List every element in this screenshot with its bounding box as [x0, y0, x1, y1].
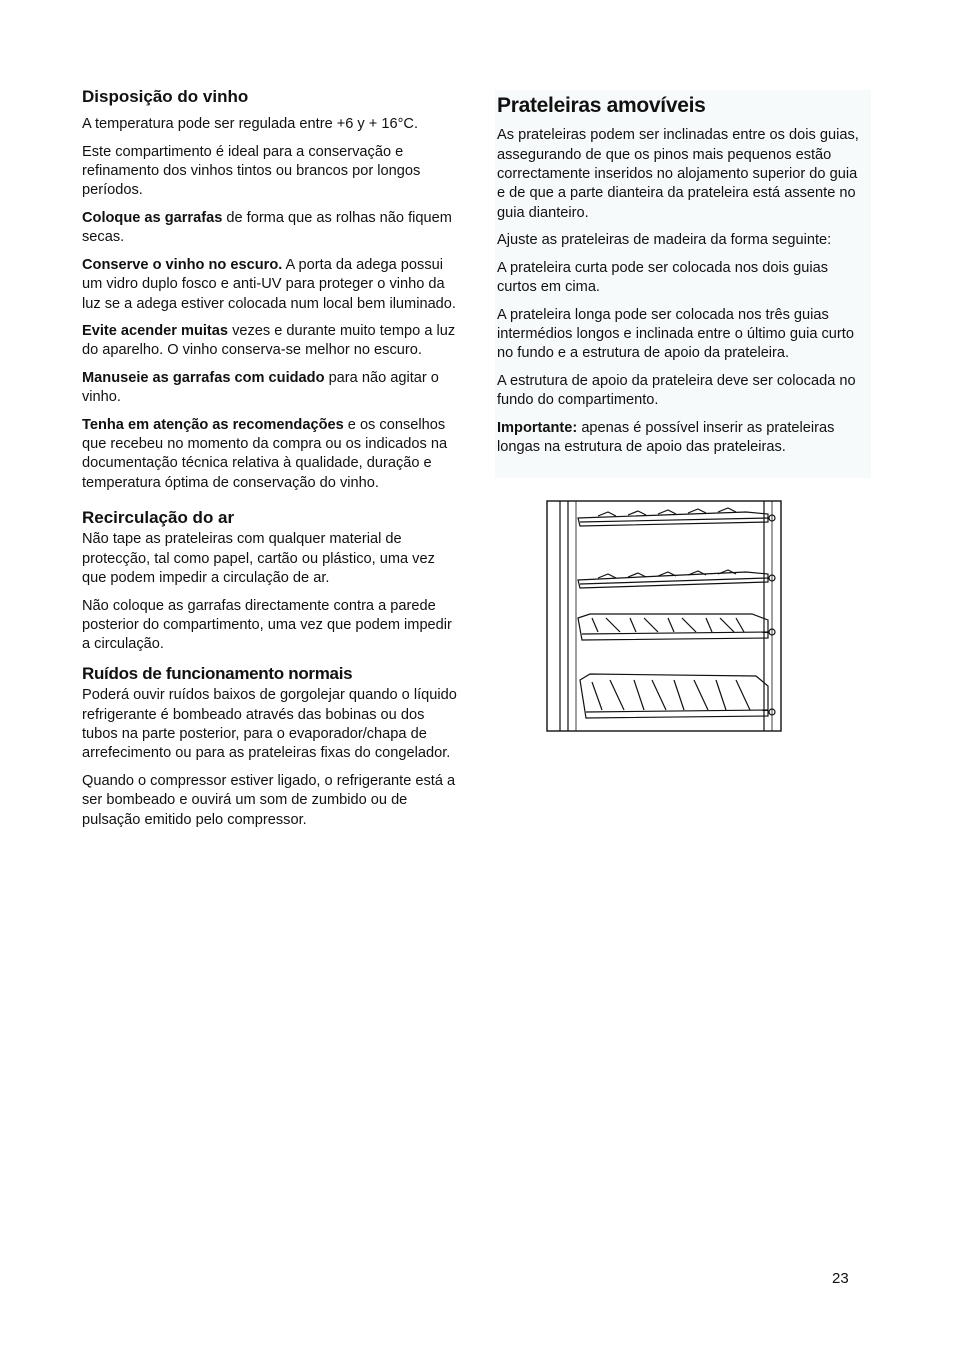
paragraph	[82, 416, 460, 494]
paragraph-text: de forma que as rolhas não fiquem secas.	[82, 209, 452, 246]
paragraph-text: vezes e durante muito tempo a luz do aparelho. O vinho conserva-se melhor no escuro.	[82, 322, 456, 359]
bold-lead: Tenha em atenção as recomendações	[82, 416, 344, 433]
left-column	[82, 86, 460, 838]
paragraph: Não coloque as garrafas directamente contra a parede posterior do compartimento, uma vez que podem impedir a circulação.	[82, 597, 452, 653]
bold-lead: Conserve o vinho no escuro.	[82, 256, 283, 273]
paragraph: A estrutura de apoio da prateleira deve ser colocada no fundo do compartimento.	[497, 372, 856, 409]
paragraph-text: A porta da adega possui um vidro duplo fosco e anti-UV para proteger o vinho da luz se a adega estiver colocada num local bem iluminado.	[82, 256, 456, 312]
paragraph: A prateleira longa pode ser colocada nos três guias intermédios longos e inclinada entre o último guia curto no fundo e a estrutura de apoio da prateleira.	[497, 306, 854, 362]
paragraph-text: apenas é possível inserir as prateleiras longas na estrutura de apoio das prateleiras.	[497, 419, 835, 455]
bold-lead: Evite acender muitas	[82, 322, 229, 339]
paragraph: Este compartimento é ideal para a conservação e refinamento dos vinhos tintos ou brancos por longos períodos.	[82, 143, 421, 199]
paragraph	[82, 209, 460, 248]
paragraph: Quando o compressor estiver ligado, o refrigerante está a ser bombeado e ouvirá um som de zumbido ou de pulsação emitido pelo compressor.	[82, 772, 456, 828]
paragraph: As prateleiras podem ser inclinadas entre os dois guias, assegurando de que os pinos mais pequenos estão correctamente inseridos no alojamento superior do guia e de que a parte dianteira da prateleira está assente no guia dianteiro.	[497, 127, 859, 221]
shelves-illustration	[546, 500, 782, 732]
paragraph	[82, 322, 460, 361]
paragraph	[82, 256, 460, 314]
paragraph	[497, 419, 869, 458]
bold-lead: Importante:	[497, 419, 578, 436]
page-number: 23	[832, 1270, 849, 1287]
section-title-wine: Disposição do vinho	[82, 87, 249, 106]
paragraph: A temperatura pode ser regulada entre +6 y + 16°C.	[82, 116, 419, 133]
paragraph: Não tape as prateleiras com qualquer material de protecção, tal como papel, cartão ou plástico, uma vez que podem impedir a circulação de ar.	[82, 531, 435, 587]
paragraph: A prateleira curta pode ser colocada nos dois guias curtos em cima.	[497, 259, 828, 296]
paragraph: Ajuste as prateleiras de madeira da forma seguinte:	[497, 232, 832, 249]
section-title-air: Recirculação do ar	[82, 508, 235, 528]
paragraph: Poderá ouvir ruídos baixos de gorgolejar quando o líquido refrigerante é bombeado através das bobinas ou dos tubos na parte posterior, para o evaporador/chapa de arrefecimento ou para as prateleiras fixas do congelador.	[82, 687, 457, 762]
bold-lead: Coloque as garrafas	[82, 209, 223, 226]
paragraph-text: para não agitar o vinho.	[82, 369, 439, 406]
section-title-shelves: Prateleiras amovíveis	[497, 94, 706, 117]
right-column	[495, 90, 871, 478]
paragraph	[82, 369, 460, 408]
bold-lead: Manuseie as garrafas com cuidado	[82, 369, 325, 386]
section-title-noise: Ruídos de funcionamento normais	[82, 663, 353, 683]
paragraph-text: e os conselhos que recebeu no momento da compra ou os indicados na documentação técnica relativa à qualidade, duração e temperatura óptima de conservação do vinho.	[82, 416, 448, 491]
